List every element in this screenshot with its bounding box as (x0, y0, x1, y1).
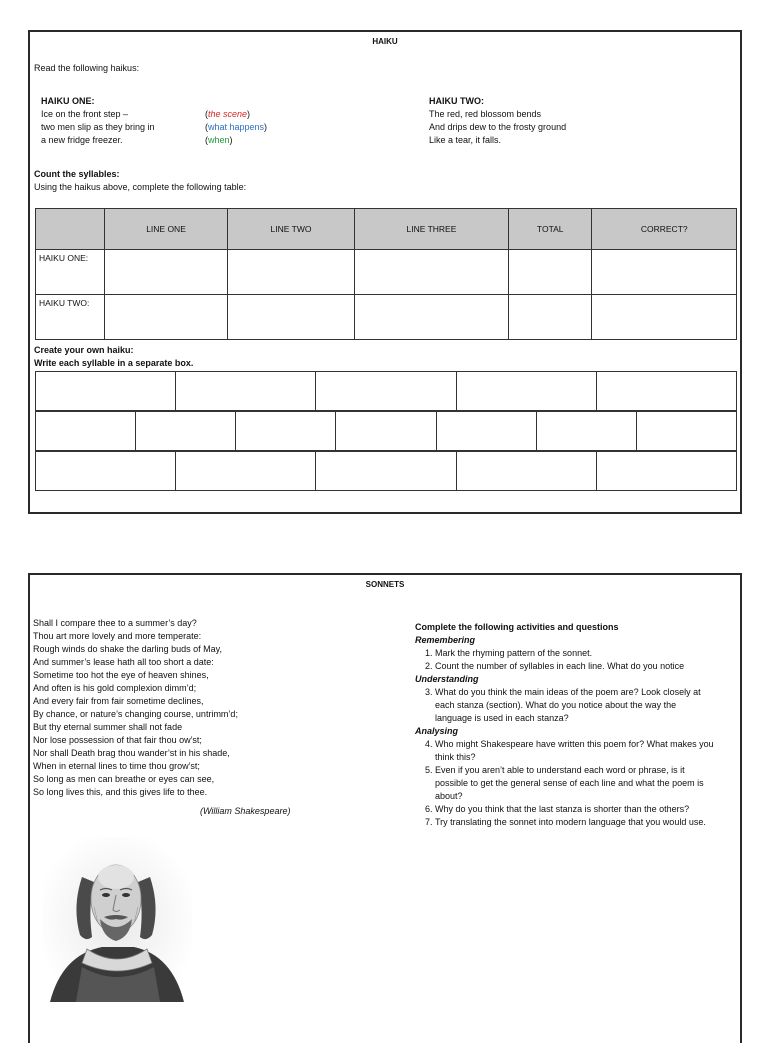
header-total: TOTAL (508, 209, 592, 250)
cell-input[interactable] (354, 250, 508, 295)
understanding-questions (415, 686, 715, 725)
note-what-happens: what happens (208, 122, 265, 132)
syllable-box[interactable] (175, 371, 316, 411)
haiku-one-note-2: (what happens) (205, 122, 268, 132)
poem-line: Nor lose possession of that fair thou ow’st; (33, 735, 202, 745)
table-row (36, 250, 737, 295)
syllable-row-3 (35, 451, 737, 491)
count-heading: Count the syllables: (34, 169, 120, 179)
sonnet-poem (33, 617, 238, 799)
note-scene: the scene (208, 109, 248, 119)
cell-input[interactable] (592, 250, 737, 295)
header-line-two: LINE TWO (228, 209, 355, 250)
syllable-box[interactable] (335, 411, 436, 451)
section-analysing: Analysing (415, 726, 459, 736)
header-line-three: LINE THREE (354, 209, 508, 250)
haiku-worksheet (28, 30, 742, 514)
cell-input[interactable] (105, 295, 228, 340)
poem-line: And every fair from fair sometime declines, (33, 696, 204, 706)
syllable-box[interactable] (35, 451, 176, 491)
remembering-questions (415, 647, 715, 673)
question-item: 3. What do you think the main ideas of the poem are? Look closely at each stanza (section). What do you notice about the way the language is used in each stanza? (435, 686, 715, 725)
poem-line: Shall I compare thee to a summer’s day? (33, 618, 197, 628)
table-row (36, 295, 737, 340)
haiku-two-line-3: Like a tear, it falls. (429, 135, 502, 145)
note-when: when (208, 135, 230, 145)
table-header-row (36, 209, 737, 250)
syllable-box[interactable] (315, 371, 456, 411)
cell-input[interactable] (105, 250, 228, 295)
syllable-box[interactable] (235, 411, 336, 451)
poem-line: And summer’s lease hath all too short a date: (33, 657, 214, 667)
cell-input[interactable] (228, 250, 355, 295)
syllable-box[interactable] (135, 411, 236, 451)
analysing-questions (415, 738, 715, 829)
header-line-one: LINE ONE (105, 209, 228, 250)
poem-line: So long as men can breathe or eyes can see, (33, 774, 215, 784)
syllable-count-table (35, 208, 737, 340)
haiku-one-heading: HAIKU ONE: (41, 96, 95, 106)
syllable-box[interactable] (35, 371, 176, 411)
sonnet-worksheet (28, 573, 742, 1043)
activities-heading: Complete the following activities and questions (415, 622, 619, 632)
table-corner-cell (36, 209, 105, 250)
cell-input[interactable] (228, 295, 355, 340)
activities-list (415, 634, 715, 829)
question-item: 6. Why do you think that the last stanza is shorter than the others? (435, 803, 715, 816)
haiku-two-line-2: And drips dew to the frosty ground (429, 122, 567, 132)
poem-line: Nor shall Death brag thou wander’st in his shade, (33, 748, 230, 758)
shakespeare-portrait (42, 837, 192, 1002)
haiku-two-heading: HAIKU TWO: (429, 96, 484, 106)
poem-line: But thy eternal summer shall not fade (33, 722, 183, 732)
cell-input[interactable] (508, 250, 592, 295)
header-correct: CORRECT? (592, 209, 737, 250)
haiku-one-note-1: (the scene) (205, 109, 251, 119)
cell-input[interactable] (354, 295, 508, 340)
syllable-box[interactable] (596, 371, 737, 411)
haiku-one-line-2: two men slip as they bring in (41, 122, 155, 132)
poem-line: And often is his gold complexion dimm’d; (33, 683, 197, 693)
syllable-box[interactable] (636, 411, 737, 451)
syllable-box[interactable] (175, 451, 316, 491)
create-heading: Create your own haiku: (34, 345, 134, 355)
syllable-box[interactable] (596, 451, 737, 491)
poem-line: So long lives this, and this gives life to thee. (33, 787, 208, 797)
poem-attribution: (William Shakespeare) (200, 806, 291, 816)
poem-line: Thou art more lovely and more temperate: (33, 631, 202, 641)
syllable-row-2 (35, 411, 737, 451)
question-item: 5. Even if you aren’t able to understand each word or phrase, is it possible to get the general sense of each line and what the poem is about? (435, 764, 715, 803)
syllable-box[interactable] (456, 371, 597, 411)
syllable-box[interactable] (536, 411, 637, 451)
syllable-box[interactable] (315, 451, 456, 491)
cell-input[interactable] (592, 295, 737, 340)
syllable-row-1 (35, 371, 737, 411)
count-instruction: Using the haikus above, complete the following table: (34, 182, 247, 192)
poem-line: Rough winds do shake the darling buds of May, (33, 644, 222, 654)
create-instruction: Write each syllable in a separate box. (34, 358, 194, 368)
poem-line: Sometime too hot the eye of heaven shines, (33, 670, 209, 680)
syllable-box[interactable] (456, 451, 597, 491)
cell-input[interactable] (508, 295, 592, 340)
poem-line: By chance, or nature’s changing course, untrimm’d; (33, 709, 238, 719)
haiku-two-line-1: The red, red blossom bends (429, 109, 542, 119)
question-item: 2. Count the number of syllables in each line. What do you notice (435, 660, 715, 673)
syllable-box[interactable] (35, 411, 136, 451)
haiku-intro: Read the following haikus: (34, 63, 140, 73)
row-label-haiku-two: HAIKU TWO: (36, 295, 105, 340)
section-remembering: Remembering (415, 635, 476, 645)
question-item: 1. Mark the rhyming pattern of the sonnet. (435, 647, 715, 660)
section-understanding: Understanding (415, 674, 479, 684)
haiku-title: HAIKU (372, 37, 398, 46)
haiku-one-line-3: a new fridge freezer. (41, 135, 123, 145)
question-item: 7. Try translating the sonnet into modern language that you would use. (435, 816, 715, 829)
poem-line: When in eternal lines to time thou grow’st; (33, 761, 200, 771)
haiku-one-line-1: Ice on the front step – (41, 109, 129, 119)
row-label-haiku-one: HAIKU ONE: (36, 250, 105, 295)
syllable-box[interactable] (436, 411, 537, 451)
haiku-one-note-3: (when) (205, 135, 233, 145)
question-item: 4. Who might Shakespeare have written this poem for? What makes you think this? (435, 738, 715, 764)
sonnet-title: SONNETS (365, 580, 405, 589)
